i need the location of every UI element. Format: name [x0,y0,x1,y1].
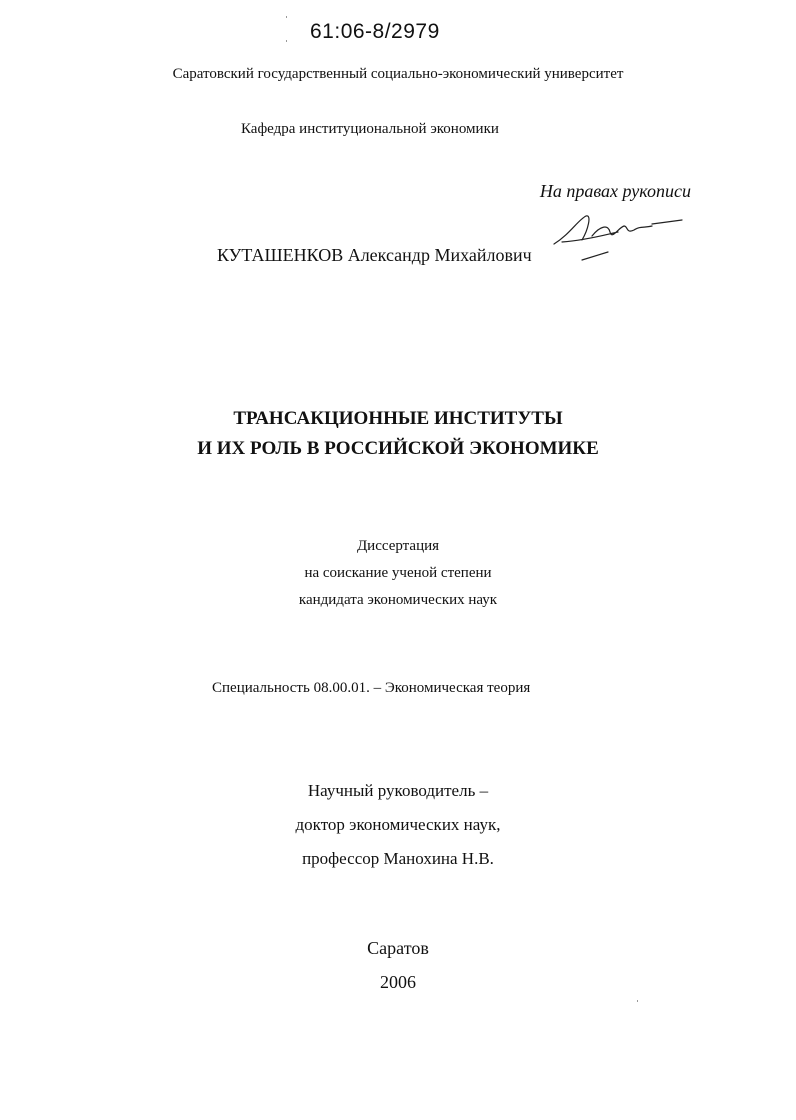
manuscript-rights-note: На правах рукописи [539,181,691,201]
scan-speck [637,1000,638,1002]
scan-speck [286,16,287,18]
city: Саратов [367,938,429,958]
scan-speck [286,40,287,42]
author-name: КУТАШЕНКОВ Александр Михайлович [217,245,532,265]
title-line-1: ТРАНСАКЦИОННЫЕ ИНСТИТУТЫ [233,408,563,429]
university-name: Саратовский государственный социально-экономический университет [172,66,624,82]
specialty: Специальность 08.00.01. – Экономическая теория [212,680,531,696]
degree-line-3: кандидата экономических наук [298,592,498,608]
department-name: Кафедра институциональной экономики [241,121,499,137]
title-line-2: И ИХ РОЛЬ В РОССИЙСКОЙ ЭКОНОМИКЕ [197,438,599,459]
degree-line-1: Диссертация [356,538,440,554]
archive-stamp-code: 61:06-8/2979 [310,20,440,43]
place-and-year [0,931,796,999]
year: 2006 [380,972,416,992]
dissertation-title [0,404,796,464]
advisor-line-2: доктор экономических наук, [295,815,501,834]
author-signature [548,212,688,268]
advisor-line-3: профессор Манохина Н.В. [302,849,494,868]
scientific-advisor [0,774,796,876]
degree-line-2: на соискание ученой степени [304,565,492,581]
advisor-line-1: Научный руководитель – [307,781,489,800]
degree-statement [0,533,796,614]
